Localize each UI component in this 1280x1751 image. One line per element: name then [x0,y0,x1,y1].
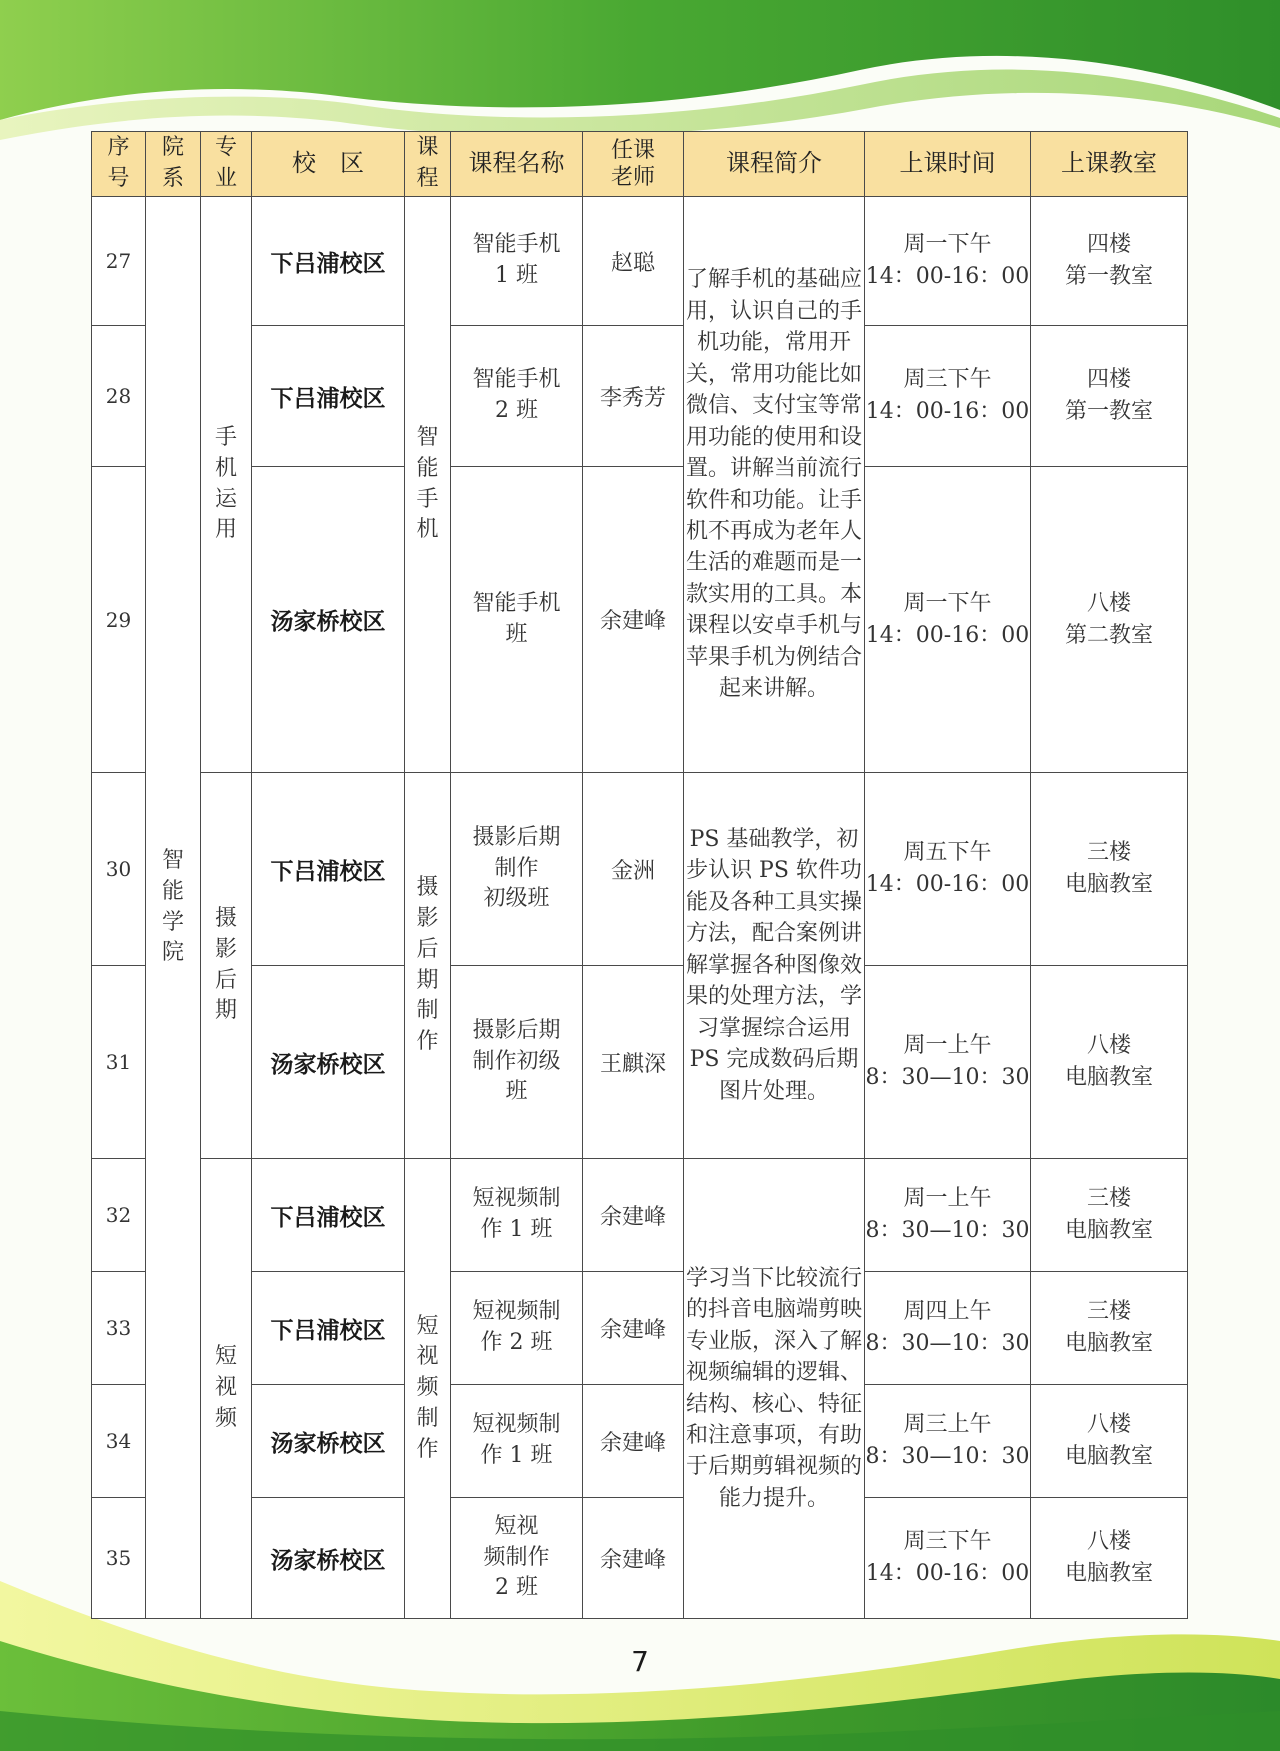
room-cell: 三楼 电脑教室 [1031,1159,1188,1272]
time-cell: 周三下午 14：00-16：00 [865,326,1031,467]
teacher-cell: 王麒深 [583,966,684,1159]
room-cell: 八楼 电脑教室 [1031,1498,1188,1619]
time-cell: 周五下午 14：00-16：00 [865,773,1031,966]
campus-cell: 下吕浦校区 [252,1272,405,1385]
header-course: 课程 [405,132,451,197]
seq-cell: 29 [92,467,146,773]
room-cell: 四楼 第一教室 [1031,197,1188,326]
room-cell: 八楼 电脑教室 [1031,966,1188,1159]
course-intro-cell: PS 基础教学，初步认识 PS 软件功能及各种工具实操方法，配合案例讲解掌握各种图像效果的处理方法，学习掌握综合运用 PS 完成数码后期图片处理。 [684,773,865,1159]
table-row [92,197,1188,326]
teacher-cell: 余建峰 [583,1498,684,1619]
seq-cell: 31 [92,966,146,1159]
header-seq: 序号 [92,132,146,197]
course-name-cell: 短视 频制作 2 班 [451,1498,583,1619]
course-name-cell: 智能手机 1 班 [451,197,583,326]
header-teacher: 任课老师 [583,132,684,197]
course-name-cell: 摄影后期 制作 初级班 [451,773,583,966]
campus-cell: 汤家桥校区 [252,1498,405,1619]
seq-cell: 28 [92,326,146,467]
time-cell: 周三下午 14：00-16：00 [865,1498,1031,1619]
course-cell: 智能手机 [405,197,451,773]
room-cell: 八楼 第二教室 [1031,467,1188,773]
campus-cell: 下吕浦校区 [252,197,405,326]
table-row [92,1159,1188,1272]
campus-cell: 汤家桥校区 [252,1385,405,1498]
course-name-cell: 智能手机 班 [451,467,583,773]
header-major: 专业 [201,132,252,197]
header-intro: 课程简介 [684,132,865,197]
course-name-cell: 摄影后期 制作初级 班 [451,966,583,1159]
college-cell: 智能学院 [146,197,201,1619]
campus-cell: 汤家桥校区 [252,467,405,773]
course-name-cell: 短视频制 作 1 班 [451,1159,583,1272]
seq-cell: 30 [92,773,146,966]
campus-cell: 汤家桥校区 [252,966,405,1159]
major-cell: 手机运用 [201,197,252,773]
course-intro-cell: 了解手机的基础应用，认识自己的手机功能，常用开关，常用功能比如微信、支付宝等常用功能的使用和设置。讲解当前流行软件和功能。让手机不再成为老年人生活的难题而是一款实用的工具。本课程以安卓手机与苹果手机为例结合起来讲解。 [684,197,865,773]
header-room: 上课教室 [1031,132,1188,197]
teacher-cell: 余建峰 [583,1159,684,1272]
table-row [92,773,1188,966]
table-row [92,1498,1188,1619]
course-name-cell: 智能手机 2 班 [451,326,583,467]
teacher-cell: 余建峰 [583,1385,684,1498]
page-number: 7 [631,1645,649,1678]
table-row [92,966,1188,1159]
seq-cell: 35 [92,1498,146,1619]
course-schedule-table [91,131,1188,1619]
table-row [92,326,1188,467]
time-cell: 周四上午 8：30—10：30 [865,1272,1031,1385]
teacher-cell: 李秀芳 [583,326,684,467]
time-cell: 周一上午 8：30—10：30 [865,1159,1031,1272]
seq-cell: 33 [92,1272,146,1385]
time-cell: 周三上午 8：30—10：30 [865,1385,1031,1498]
header-college: 院系 [146,132,201,197]
seq-cell: 32 [92,1159,146,1272]
course-cell: 短视频制作 [405,1159,451,1619]
course-name-cell: 短视频制 作 2 班 [451,1272,583,1385]
room-cell: 八楼 电脑教室 [1031,1385,1188,1498]
teacher-cell: 余建峰 [583,1272,684,1385]
teacher-cell: 余建峰 [583,467,684,773]
course-cell: 摄影后期制作 [405,773,451,1159]
table-row [92,467,1188,773]
time-cell: 周一下午 14：00-16：00 [865,197,1031,326]
time-cell: 周一下午 14：00-16：00 [865,467,1031,773]
course-intro-cell: 学习当下比较流行的抖音电脑端剪映专业版，深入了解视频编辑的逻辑、结构、核心、特征和注意事项，有助于后期剪辑视频的能力提升。 [684,1159,865,1619]
course-name-cell: 短视频制 作 1 班 [451,1385,583,1498]
major-cell: 短视频 [201,1159,252,1619]
teacher-cell: 赵聪 [583,197,684,326]
room-cell: 四楼 第一教室 [1031,326,1188,467]
table-row [92,1272,1188,1385]
seq-cell: 34 [92,1385,146,1498]
top-wave-decoration [0,0,1280,150]
major-cell: 摄影后期 [201,773,252,1159]
table-row [92,1385,1188,1498]
seq-cell: 27 [92,197,146,326]
room-cell: 三楼 电脑教室 [1031,1272,1188,1385]
header-course-name: 课程名称 [451,132,583,197]
time-cell: 周一上午 8：30—10：30 [865,966,1031,1159]
header-row [92,132,1188,197]
campus-cell: 下吕浦校区 [252,1159,405,1272]
teacher-cell: 金洲 [583,773,684,966]
header-campus: 校 区 [252,132,405,197]
campus-cell: 下吕浦校区 [252,773,405,966]
header-time: 上课时间 [865,132,1031,197]
room-cell: 三楼 电脑教室 [1031,773,1188,966]
campus-cell: 下吕浦校区 [252,326,405,467]
